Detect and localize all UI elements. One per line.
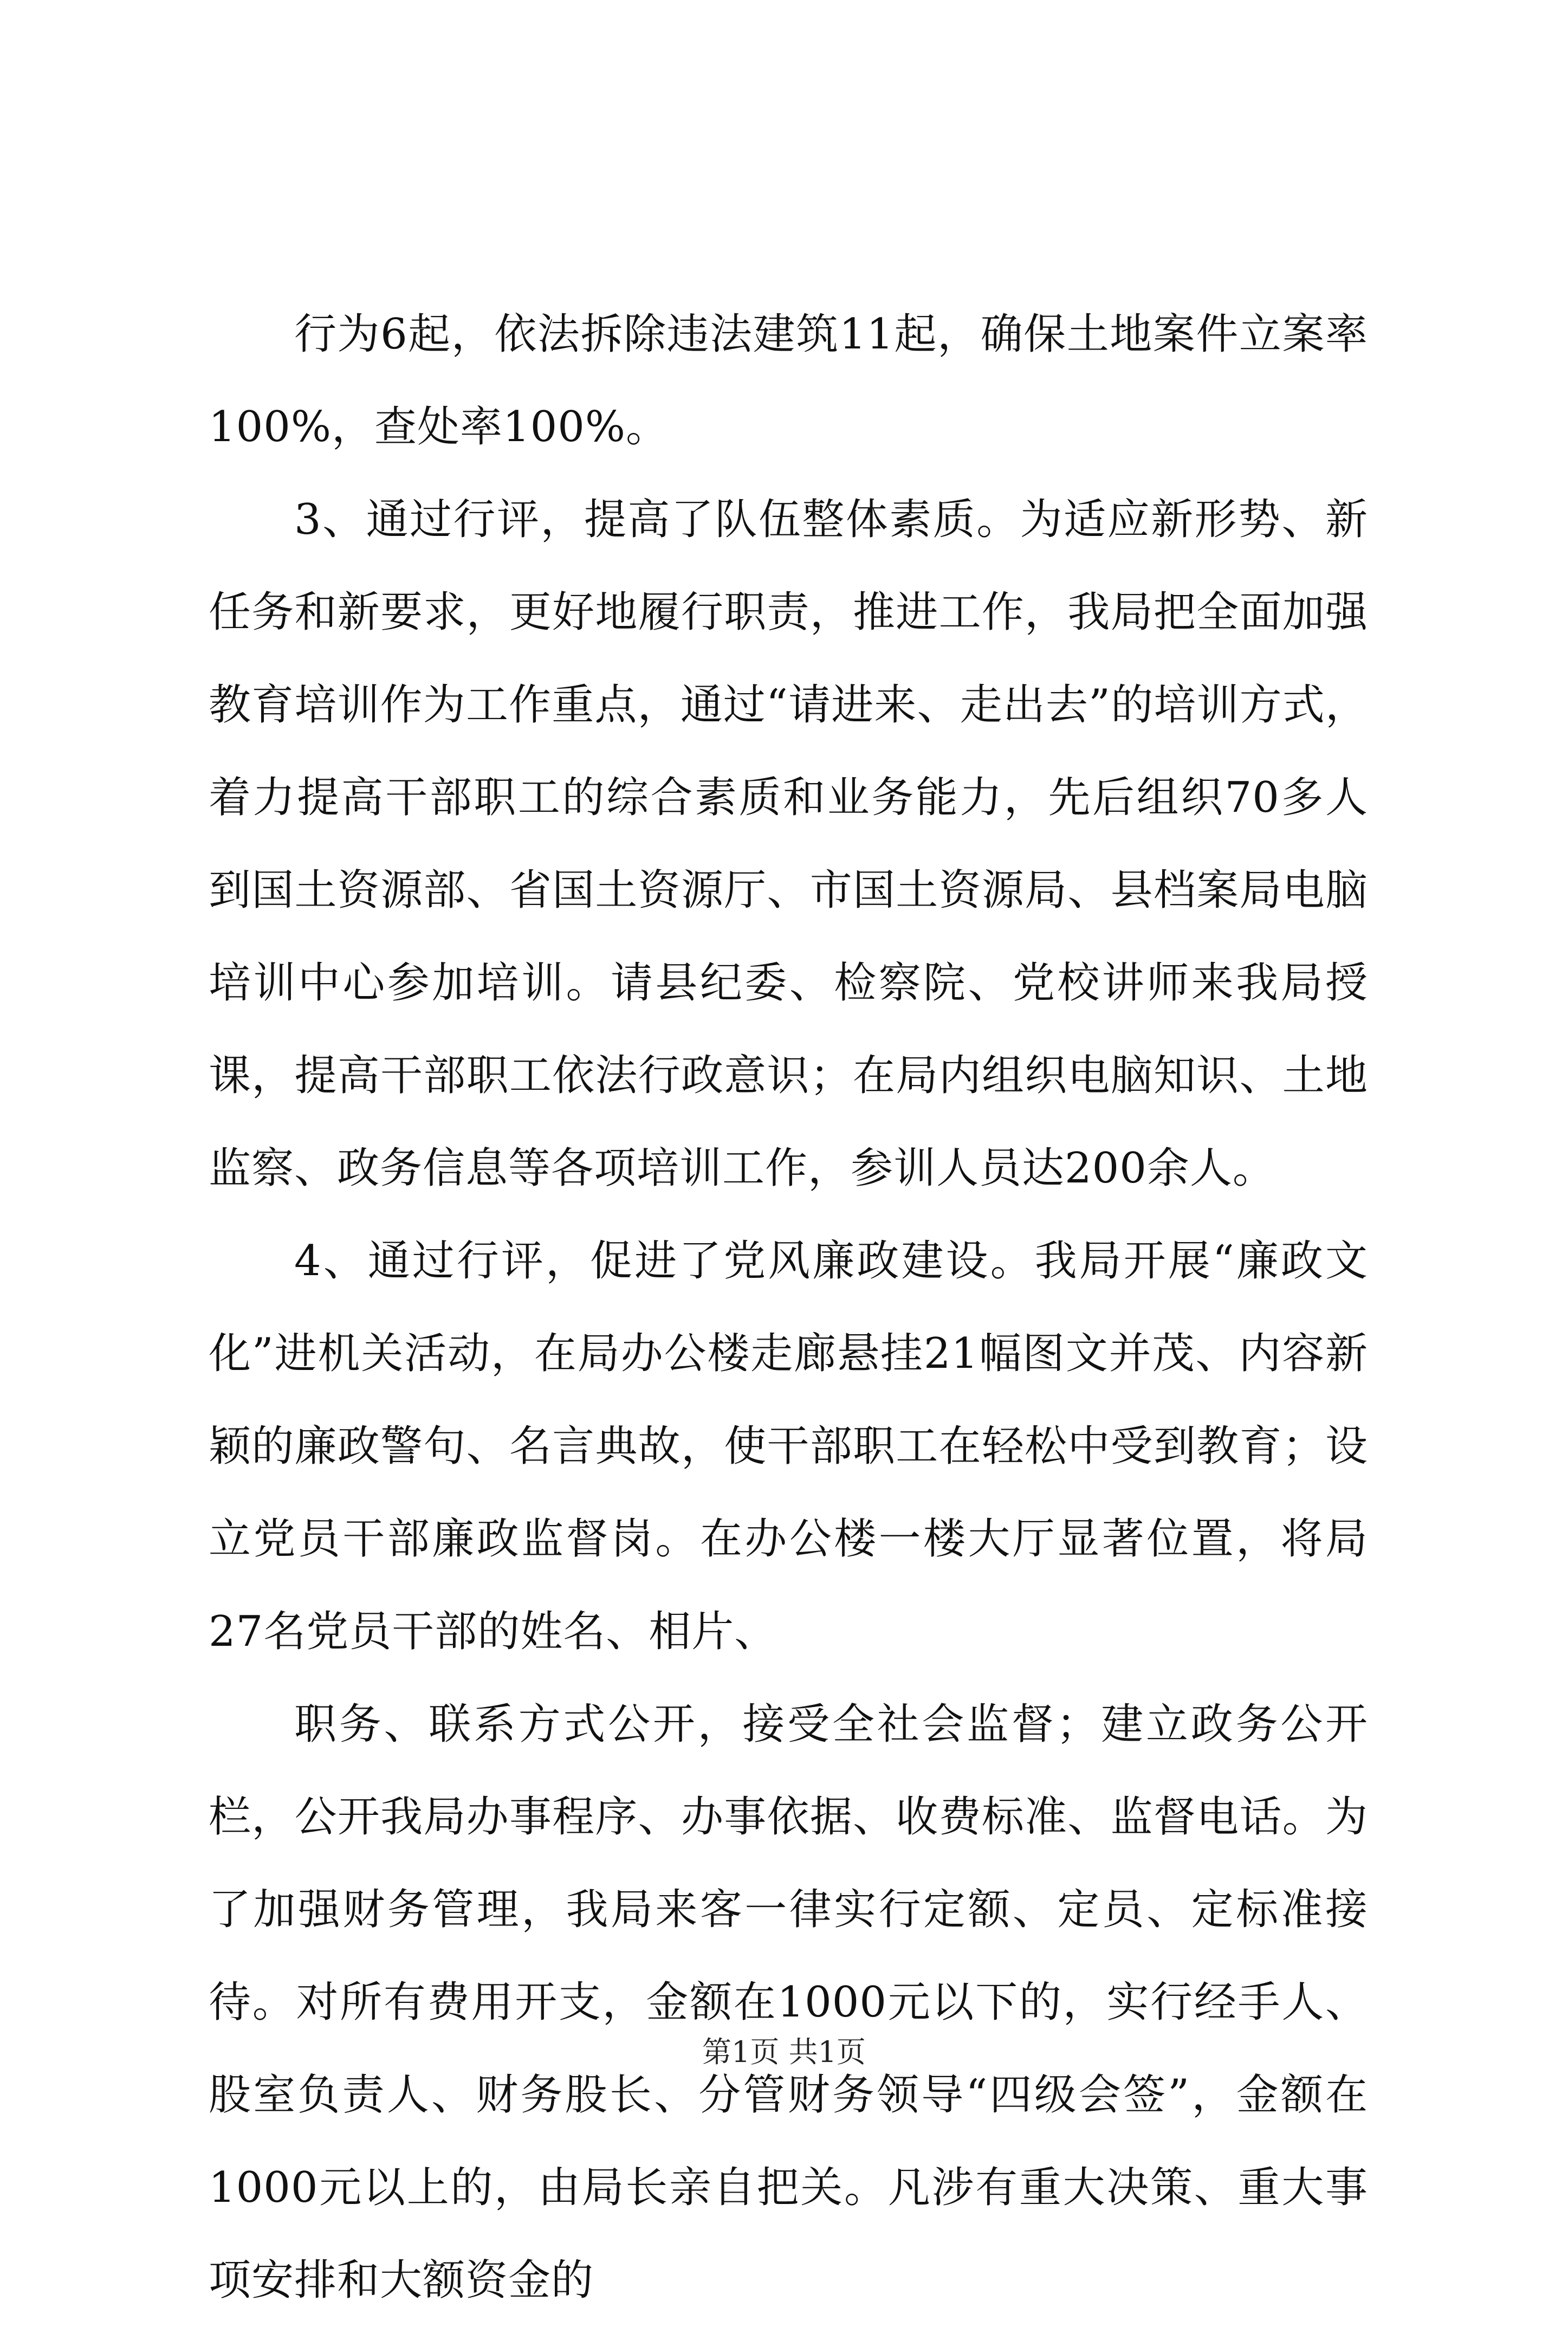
page-number-label: 第1页 共1页	[702, 2035, 866, 2069]
paragraph-4: 职务、联系方式公开，接受全社会监督；建立政务公开栏，公开我局办事程序、办事依据、收费标准、监督电话。为了加强财务管理，我局来客一律实行定额、定员、定标准接待。对所有费用开支，金额在1000元以下的，实行经手人、股室负责人、财务股长、分管财务领导“四级会签”，金额在1000元以上的，由局长亲自把关。凡涉有重大决策、重大事项安排和大额资金的	[209, 1700, 1368, 2305]
page-footer	[0, 2033, 1568, 2071]
paragraph-2: 3、通过行评，提高了队伍整体素质。为适应新形势、新任务和新要求，更好地履行职责，推进工作，我局把全面加强教育培训作为工作重点，通过“请进来、走出去”的培训方式，着力提高干部职工的综合素质和业务能力，先后组织70多人到国土资源部、省国土资源厅、市国土资源局、县档案局电脑培训中心参加培训。请县纪委、检察院、党校讲师来我局授课，提高干部职工依法行政意识；在局内组织电脑知识、土地监察、政务信息等各项培训工作，参训人员达200余人。	[209, 495, 1368, 1193]
paragraph-3: 4、通过行评，促进了党风廉政建设。我局开展“廉政文化”进机关活动，在局办公楼走廊悬挂21幅图文并茂、内容新颖的廉政警句、名言典故，使干部职工在轻松中受到教育；设立党员干部廉政监督岗。在办公楼一楼大厅显著位置，将局27名党员干部的姓名、相片、	[209, 1237, 1368, 1656]
paragraph-1: 行为6起，依法拆除违法建筑11起，确保土地案件立案率100%，查处率100%。	[209, 310, 1368, 451]
document-body	[209, 288, 1368, 2327]
